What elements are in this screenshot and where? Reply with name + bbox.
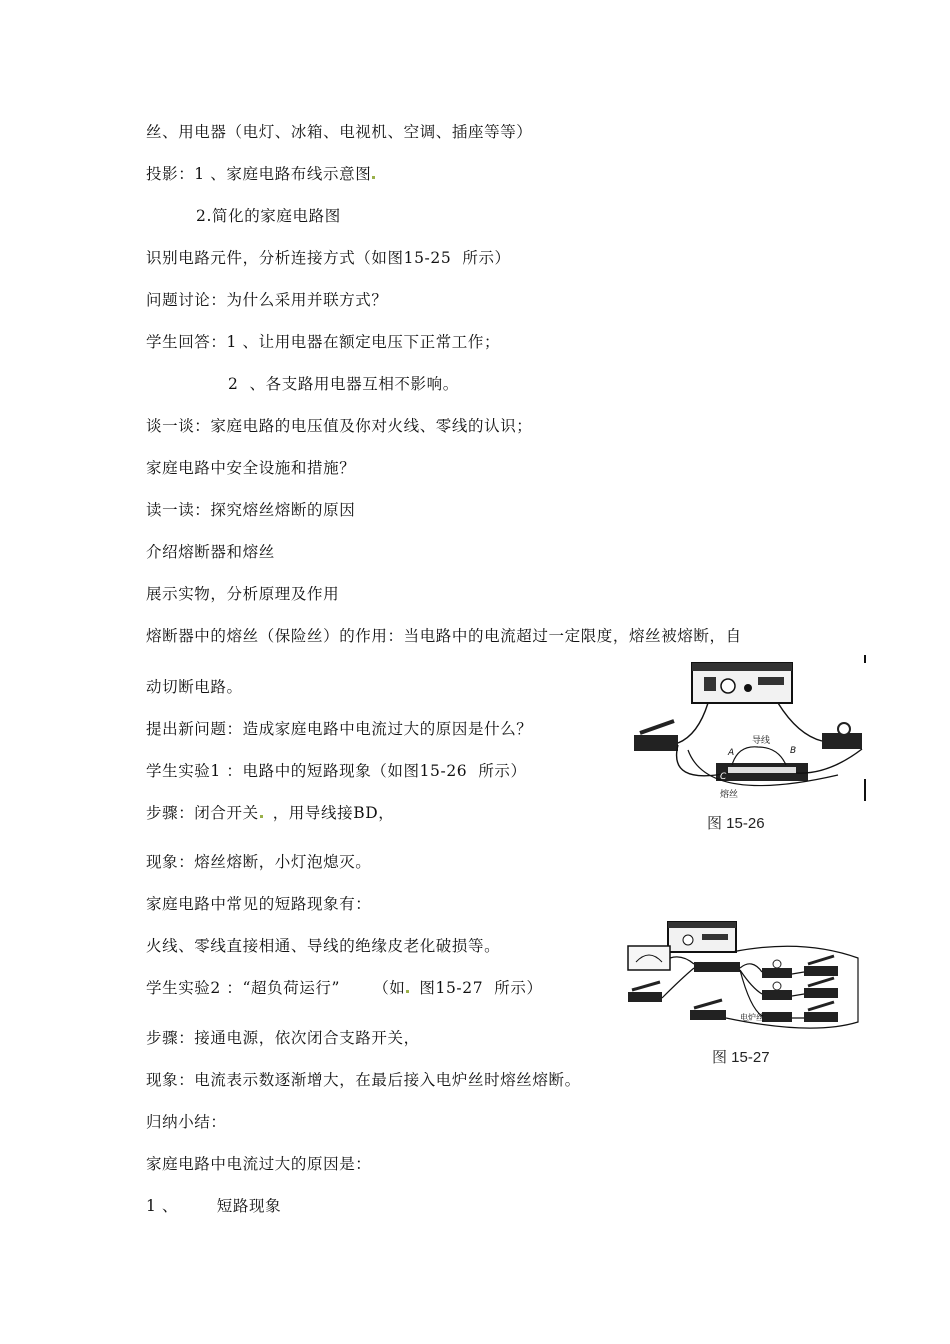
label-c: C <box>720 772 727 782</box>
label-stove: 电炉丝 <box>740 1013 764 1022</box>
label-b: B <box>790 746 797 756</box>
text-line-8: 谈一谈：家庭电路的电压值及你对火线、零线的认识； <box>146 417 533 435</box>
figure-caption-15-27: 图 15-27 <box>712 1049 770 1066</box>
text-line-26: 1 、 短路现象 <box>146 1197 282 1215</box>
text-line-24: 归纳小结： <box>146 1113 227 1131</box>
text-line-16: 学生实验1 ：电路中的短路现象（如图15-26 所示） <box>146 762 527 780</box>
text-line-13: 熔断器中的熔丝（保险丝）的作用：当电路中的电流超过一定限度，熔丝被熔断，自 <box>146 627 742 645</box>
label-a: A <box>728 748 735 758</box>
short-circuit-figure <box>628 655 868 807</box>
text-line-12: 展示实物，分析原理及作用 <box>146 585 340 603</box>
text-line-20: 火线、零线直接相通、导线的绝缘皮老化破损等。 <box>146 937 501 955</box>
text-line-6: 学生回答：1 、让用电器在额定电压下正常工作； <box>146 333 501 351</box>
overload-figure <box>622 918 862 1036</box>
label-fuse: 熔丝 <box>720 790 739 800</box>
text-line-15: 提出新问题：造成家庭电路中电流过大的原因是什么？ <box>146 720 533 738</box>
text-line-3: 2.简化的家庭电路图 <box>196 207 341 225</box>
text-line-14: 动切断电路。 <box>146 678 243 696</box>
text-line-18: 现象：熔丝熔断，小灯泡熄灭。 <box>146 853 372 871</box>
text-line-25: 家庭电路中电流过大的原因是： <box>146 1155 372 1173</box>
text-line-5: 问题讨论：为什么采用并联方式？ <box>146 291 388 309</box>
text-line-7: 2 、各支路用电器互相不影响。 <box>228 375 459 393</box>
text-line-4: 识别电路元件，分析连接方式（如图15-25 所示） <box>146 249 511 267</box>
text-line-9: 家庭电路中安全设施和措施？ <box>146 459 356 477</box>
text-line-22: 步骤：接通电源，依次闭合支路开关， <box>146 1029 420 1047</box>
text-line-10: 读一读：探究熔丝熔断的原因 <box>146 501 356 519</box>
text-line-23: 现象：电流表示数逐渐增大，在最后接入电炉丝时熔丝熔断。 <box>146 1071 581 1089</box>
text-line-11: 介绍熔断器和熔丝 <box>146 543 275 561</box>
figure-caption-15-26: 图 15-26 <box>707 815 765 832</box>
text-line-19: 家庭电路中常见的短路现象有： <box>146 895 372 913</box>
text-line-1: 丝、用电器（电灯、冰箱、电视机、空调、插座等等） <box>146 123 533 141</box>
text-line-2: 投影：1 、家庭电路布线示意图 <box>146 164 375 184</box>
label-wire: 导线 <box>752 736 771 746</box>
text-line-21: 学生实验2 ：“超负荷运行” （如 图15-27 所示） <box>146 979 543 997</box>
text-line-17: 步骤：闭合开关 ，用导线接BD， <box>146 804 395 822</box>
